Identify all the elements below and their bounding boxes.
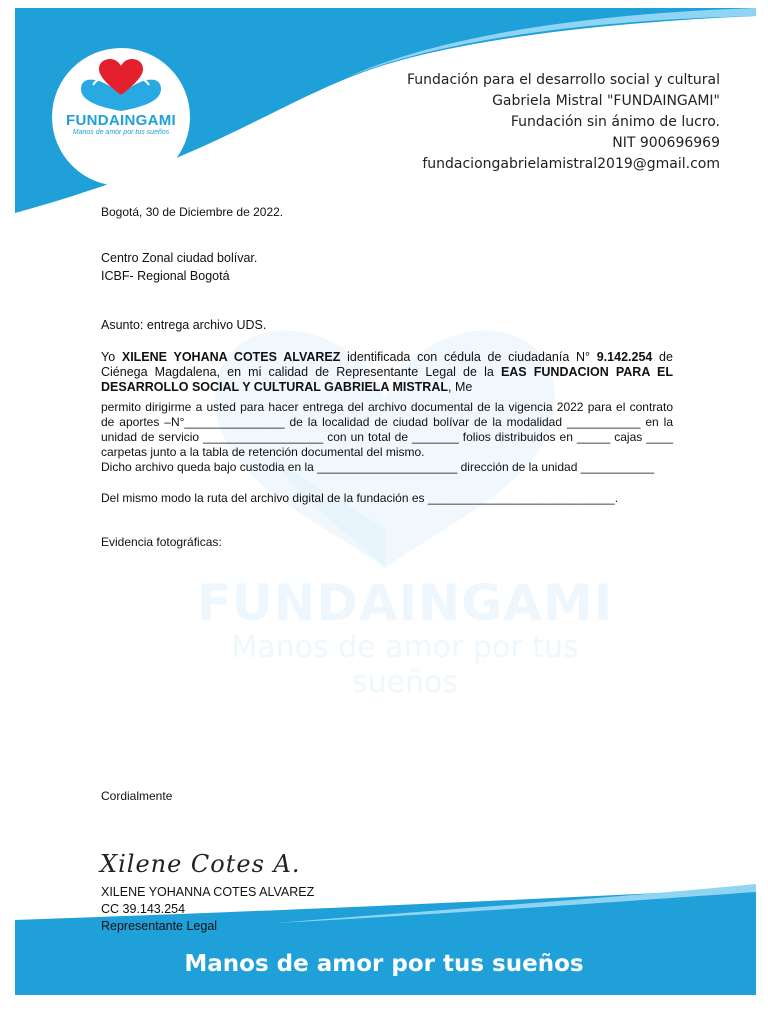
intro-text-2: identificada con cédula de ciudadanía N° bbox=[340, 350, 591, 364]
letter-paragraph-delivery: permito dirigirme a usted para hacer entrega del archivo documental de la vigencia 2022 para el contrato de aportes –N°_______________ de la localidad de ciudad bolívar de la modalidad ___________ en la unidad de servicio __________________ con un total de _______ folios distribuidos en _____ cajas ____ carpetas junto a la tabla de retención documental del mismo. bbox=[101, 400, 673, 459]
entity-name: EAS FUNDACION PARA EL DESARROLLO SOCIAL Y CULTURAL GABRIELA MISTRAL bbox=[101, 365, 673, 394]
letter-paragraph-digital: Del mismo modo la ruta del archivo digital de la fundación es ____________________________. bbox=[101, 491, 619, 505]
watermark-tagline: Manos de amor por tus sueños bbox=[231, 630, 579, 700]
representative-name: XILENE YOHANA COTES ALVAREZ bbox=[121, 350, 341, 364]
letter-paragraph-intro bbox=[101, 350, 673, 395]
logo-tagline: Manos de amor por tus sueños bbox=[72, 129, 170, 136]
letter-paragraph-custody: Dicho archivo queda bajo custodia en la _____________________ dirección de la unidad ___________ bbox=[101, 460, 655, 474]
signer-role: Representante Legal bbox=[101, 919, 218, 933]
signer-name: XILENE YOHANNA COTES ALVAREZ bbox=[101, 885, 315, 899]
recipient-line-2: ICBF- Regional Bogotá bbox=[101, 269, 230, 283]
letter-subject: Asunto: entrega archivo UDS. bbox=[101, 318, 267, 332]
handwritten-signature: Xilene Cotes A. bbox=[100, 850, 301, 878]
logo-name: FUNDAINGAMI bbox=[66, 112, 176, 129]
intro-text-4: , Me bbox=[448, 380, 473, 394]
footer-slogan: Manos de amor por tus sueños bbox=[184, 951, 584, 977]
org-line-2: Gabriela Mistral "FUNDAINGAMI" bbox=[492, 93, 720, 109]
recipient-line-1: Centro Zonal ciudad bolívar. bbox=[101, 251, 258, 265]
org-line-3: Fundación sin ánimo de lucro. bbox=[510, 114, 720, 130]
watermark-name: FUNDAINGAMI bbox=[196, 574, 614, 632]
evidence-label: Evidencia fotográficas: bbox=[101, 535, 222, 549]
signer-cc: CC 39.143.254 bbox=[101, 902, 186, 916]
closing: Cordialmente bbox=[101, 789, 173, 803]
org-nit: NIT 900696969 bbox=[612, 135, 720, 151]
intro-text-3: de Ciénega Magdalena, en mi calidad de Representante Legal de la bbox=[101, 350, 673, 379]
intro-text: Yo bbox=[101, 350, 122, 364]
letter-date: Bogotá, 30 de Diciembre de 2022. bbox=[101, 205, 284, 219]
org-email: fundaciongabrielamistral2019@gmail.com bbox=[422, 156, 720, 172]
org-line-1: Fundación para el desarrollo social y cultural bbox=[406, 72, 720, 88]
representative-id: 9.142.254 bbox=[596, 350, 653, 364]
